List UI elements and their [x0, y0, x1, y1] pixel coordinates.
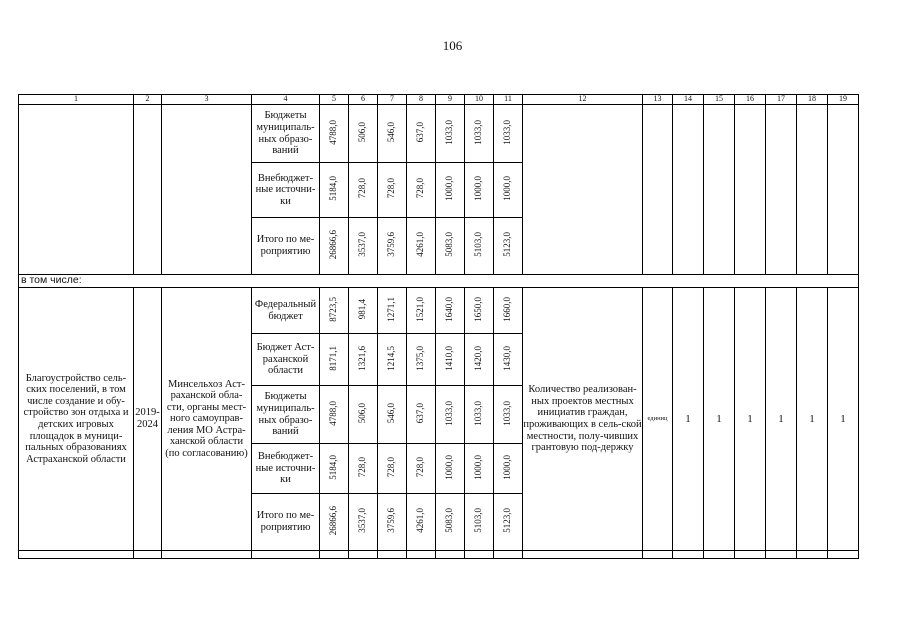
funding-source: Бюджеты муниципаль-ных образо-ваний: [252, 105, 320, 163]
amount-cell: 1521,0: [407, 288, 436, 334]
table-row: [19, 288, 859, 334]
funding-source: Бюджет Аст-раханской области: [252, 334, 320, 386]
col-number: 15: [704, 95, 735, 105]
col-number: 10: [465, 95, 494, 105]
amount-cell: 728,0: [378, 444, 407, 494]
amount-cell: 1660,0: [494, 288, 523, 334]
col-number: 14: [673, 95, 704, 105]
amount-cell: 1000,0: [494, 163, 523, 218]
amount-cell: 8723,5: [320, 288, 349, 334]
empty-cell: [643, 551, 673, 559]
amount-cell: 26866,6: [320, 218, 349, 275]
empty-cell: [673, 105, 704, 275]
amount-cell: 1033,0: [494, 105, 523, 163]
empty-cell: [436, 551, 465, 559]
amount-cell: 1214,5: [378, 334, 407, 386]
funding-source: Итого по ме-роприятию: [252, 218, 320, 275]
empty-cell: [162, 105, 252, 275]
program-measures-table: [18, 94, 859, 559]
amount-cell: 1000,0: [436, 163, 465, 218]
empty-cell: [252, 551, 320, 559]
target-value: 1: [797, 288, 828, 551]
empty-cell: [828, 551, 859, 559]
col-number: 16: [735, 95, 766, 105]
amount-cell: 1375,0: [407, 334, 436, 386]
amount-cell: 1033,0: [436, 386, 465, 444]
amount-cell: 728,0: [349, 444, 378, 494]
amount-cell: 1420,0: [465, 334, 494, 386]
empty-cell: [134, 551, 162, 559]
empty-cell: [673, 551, 704, 559]
funding-source: Итого по ме-роприятию: [252, 494, 320, 551]
amount-cell: 546,0: [378, 105, 407, 163]
empty-cell: [162, 551, 252, 559]
amount-cell: 506,0: [349, 386, 378, 444]
measure-executor: Минсельхоз Аст-раханской обла-сти, органы мест-ного самоуправ-ления МО Астра-ханской области (по согласованию): [162, 288, 252, 551]
amount-cell: 546,0: [378, 386, 407, 444]
amount-cell: 637,0: [407, 105, 436, 163]
amount-cell: 1650,0: [465, 288, 494, 334]
table-row: [19, 551, 859, 559]
col-number: 9: [436, 95, 465, 105]
amount-cell: 981,4: [349, 288, 378, 334]
amount-cell: 5103,0: [465, 218, 494, 275]
empty-cell: [735, 105, 766, 275]
amount-cell: 1000,0: [494, 444, 523, 494]
amount-cell: 728,0: [378, 163, 407, 218]
amount-cell: 1321,6: [349, 334, 378, 386]
amount-cell: 1271,1: [378, 288, 407, 334]
amount-cell: 5103,0: [465, 494, 494, 551]
target-value: 1: [673, 288, 704, 551]
col-number: 3: [162, 95, 252, 105]
empty-cell: [523, 105, 643, 275]
col-number: 8: [407, 95, 436, 105]
amount-cell: 1000,0: [465, 444, 494, 494]
measure-name: Благоустройство сель-ских поселений, в том числе создание и обу-стройство зон отдыха и детских игровых площадок в муници-пальных образованиях Астраханской области: [19, 288, 134, 551]
empty-cell: [19, 105, 134, 275]
empty-cell: [134, 105, 162, 275]
amount-cell: 1000,0: [465, 163, 494, 218]
amount-cell: 1033,0: [465, 386, 494, 444]
col-number: 19: [828, 95, 859, 105]
empty-cell: [407, 551, 436, 559]
funding-source: Бюджеты муниципаль-ных образо-ваний: [252, 386, 320, 444]
target-value: 1: [828, 288, 859, 551]
amount-cell: 1033,0: [436, 105, 465, 163]
amount-cell: 728,0: [407, 444, 436, 494]
target-value: 1: [766, 288, 797, 551]
empty-cell: [797, 105, 828, 275]
section-row: [19, 275, 859, 288]
amount-cell: 1033,0: [494, 386, 523, 444]
funding-source: Внебюджет-ные источни-ки: [252, 163, 320, 218]
amount-cell: 8171,1: [320, 334, 349, 386]
amount-cell: 5083,0: [436, 494, 465, 551]
amount-cell: 1640,0: [436, 288, 465, 334]
empty-cell: [704, 105, 735, 275]
empty-cell: [643, 105, 673, 275]
amount-cell: 3537,0: [349, 218, 378, 275]
empty-cell: [378, 551, 407, 559]
amount-cell: 1033,0: [465, 105, 494, 163]
amount-cell: 1000,0: [436, 444, 465, 494]
page-number: 106: [442, 38, 463, 53]
empty-cell: [19, 551, 134, 559]
col-number: 12: [523, 95, 643, 105]
amount-cell: 1410,0: [436, 334, 465, 386]
amount-cell: 728,0: [407, 163, 436, 218]
funding-source: Внебюджет-ные источни-ки: [252, 444, 320, 494]
amount-cell: 26866,6: [320, 494, 349, 551]
amount-cell: 5123,0: [494, 218, 523, 275]
target-value: 1: [735, 288, 766, 551]
empty-cell: [704, 551, 735, 559]
empty-cell: [766, 551, 797, 559]
col-number: 6: [349, 95, 378, 105]
amount-cell: 4261,0: [407, 494, 436, 551]
col-number: 1: [19, 95, 134, 105]
empty-cell: [465, 551, 494, 559]
amount-cell: 5083,0: [436, 218, 465, 275]
amount-cell: 4261,0: [407, 218, 436, 275]
amount-cell: 3759,6: [378, 218, 407, 275]
col-number: 5: [320, 95, 349, 105]
funding-source: Федеральный бюджет: [252, 288, 320, 334]
section-label: в том числе:: [19, 275, 859, 288]
amount-cell: 4788,0: [320, 105, 349, 163]
measure-period: 2019-2024: [134, 288, 162, 551]
amount-cell: 728,0: [349, 163, 378, 218]
empty-cell: [320, 551, 349, 559]
table-row: [19, 105, 859, 163]
amount-cell: 5184,0: [320, 444, 349, 494]
column-number-row: [19, 95, 859, 105]
amount-cell: 3759,6: [378, 494, 407, 551]
empty-cell: [523, 551, 643, 559]
amount-cell: 4788,0: [320, 386, 349, 444]
col-number: 7: [378, 95, 407, 105]
col-number: 18: [797, 95, 828, 105]
amount-cell: 3537,0: [349, 494, 378, 551]
empty-cell: [797, 551, 828, 559]
amount-cell: 1430,0: [494, 334, 523, 386]
col-number: 2: [134, 95, 162, 105]
amount-cell: 506,0: [349, 105, 378, 163]
empty-cell: [735, 551, 766, 559]
indicator-unit: единиц: [643, 288, 673, 551]
amount-cell: 5184,0: [320, 163, 349, 218]
indicator-name: Количество реализован-ных проектов местных инициатив граждан, проживающих в сель-ской местности, полу-чивших грантовую под-держку: [523, 288, 643, 551]
target-value: 1: [704, 288, 735, 551]
col-number: 13: [643, 95, 673, 105]
empty-cell: [349, 551, 378, 559]
empty-cell: [828, 105, 859, 275]
empty-cell: [494, 551, 523, 559]
amount-cell: 637,0: [407, 386, 436, 444]
empty-cell: [766, 105, 797, 275]
col-number: 11: [494, 95, 523, 105]
col-number: 17: [766, 95, 797, 105]
amount-cell: 5123,0: [494, 494, 523, 551]
col-number: 4: [252, 95, 320, 105]
